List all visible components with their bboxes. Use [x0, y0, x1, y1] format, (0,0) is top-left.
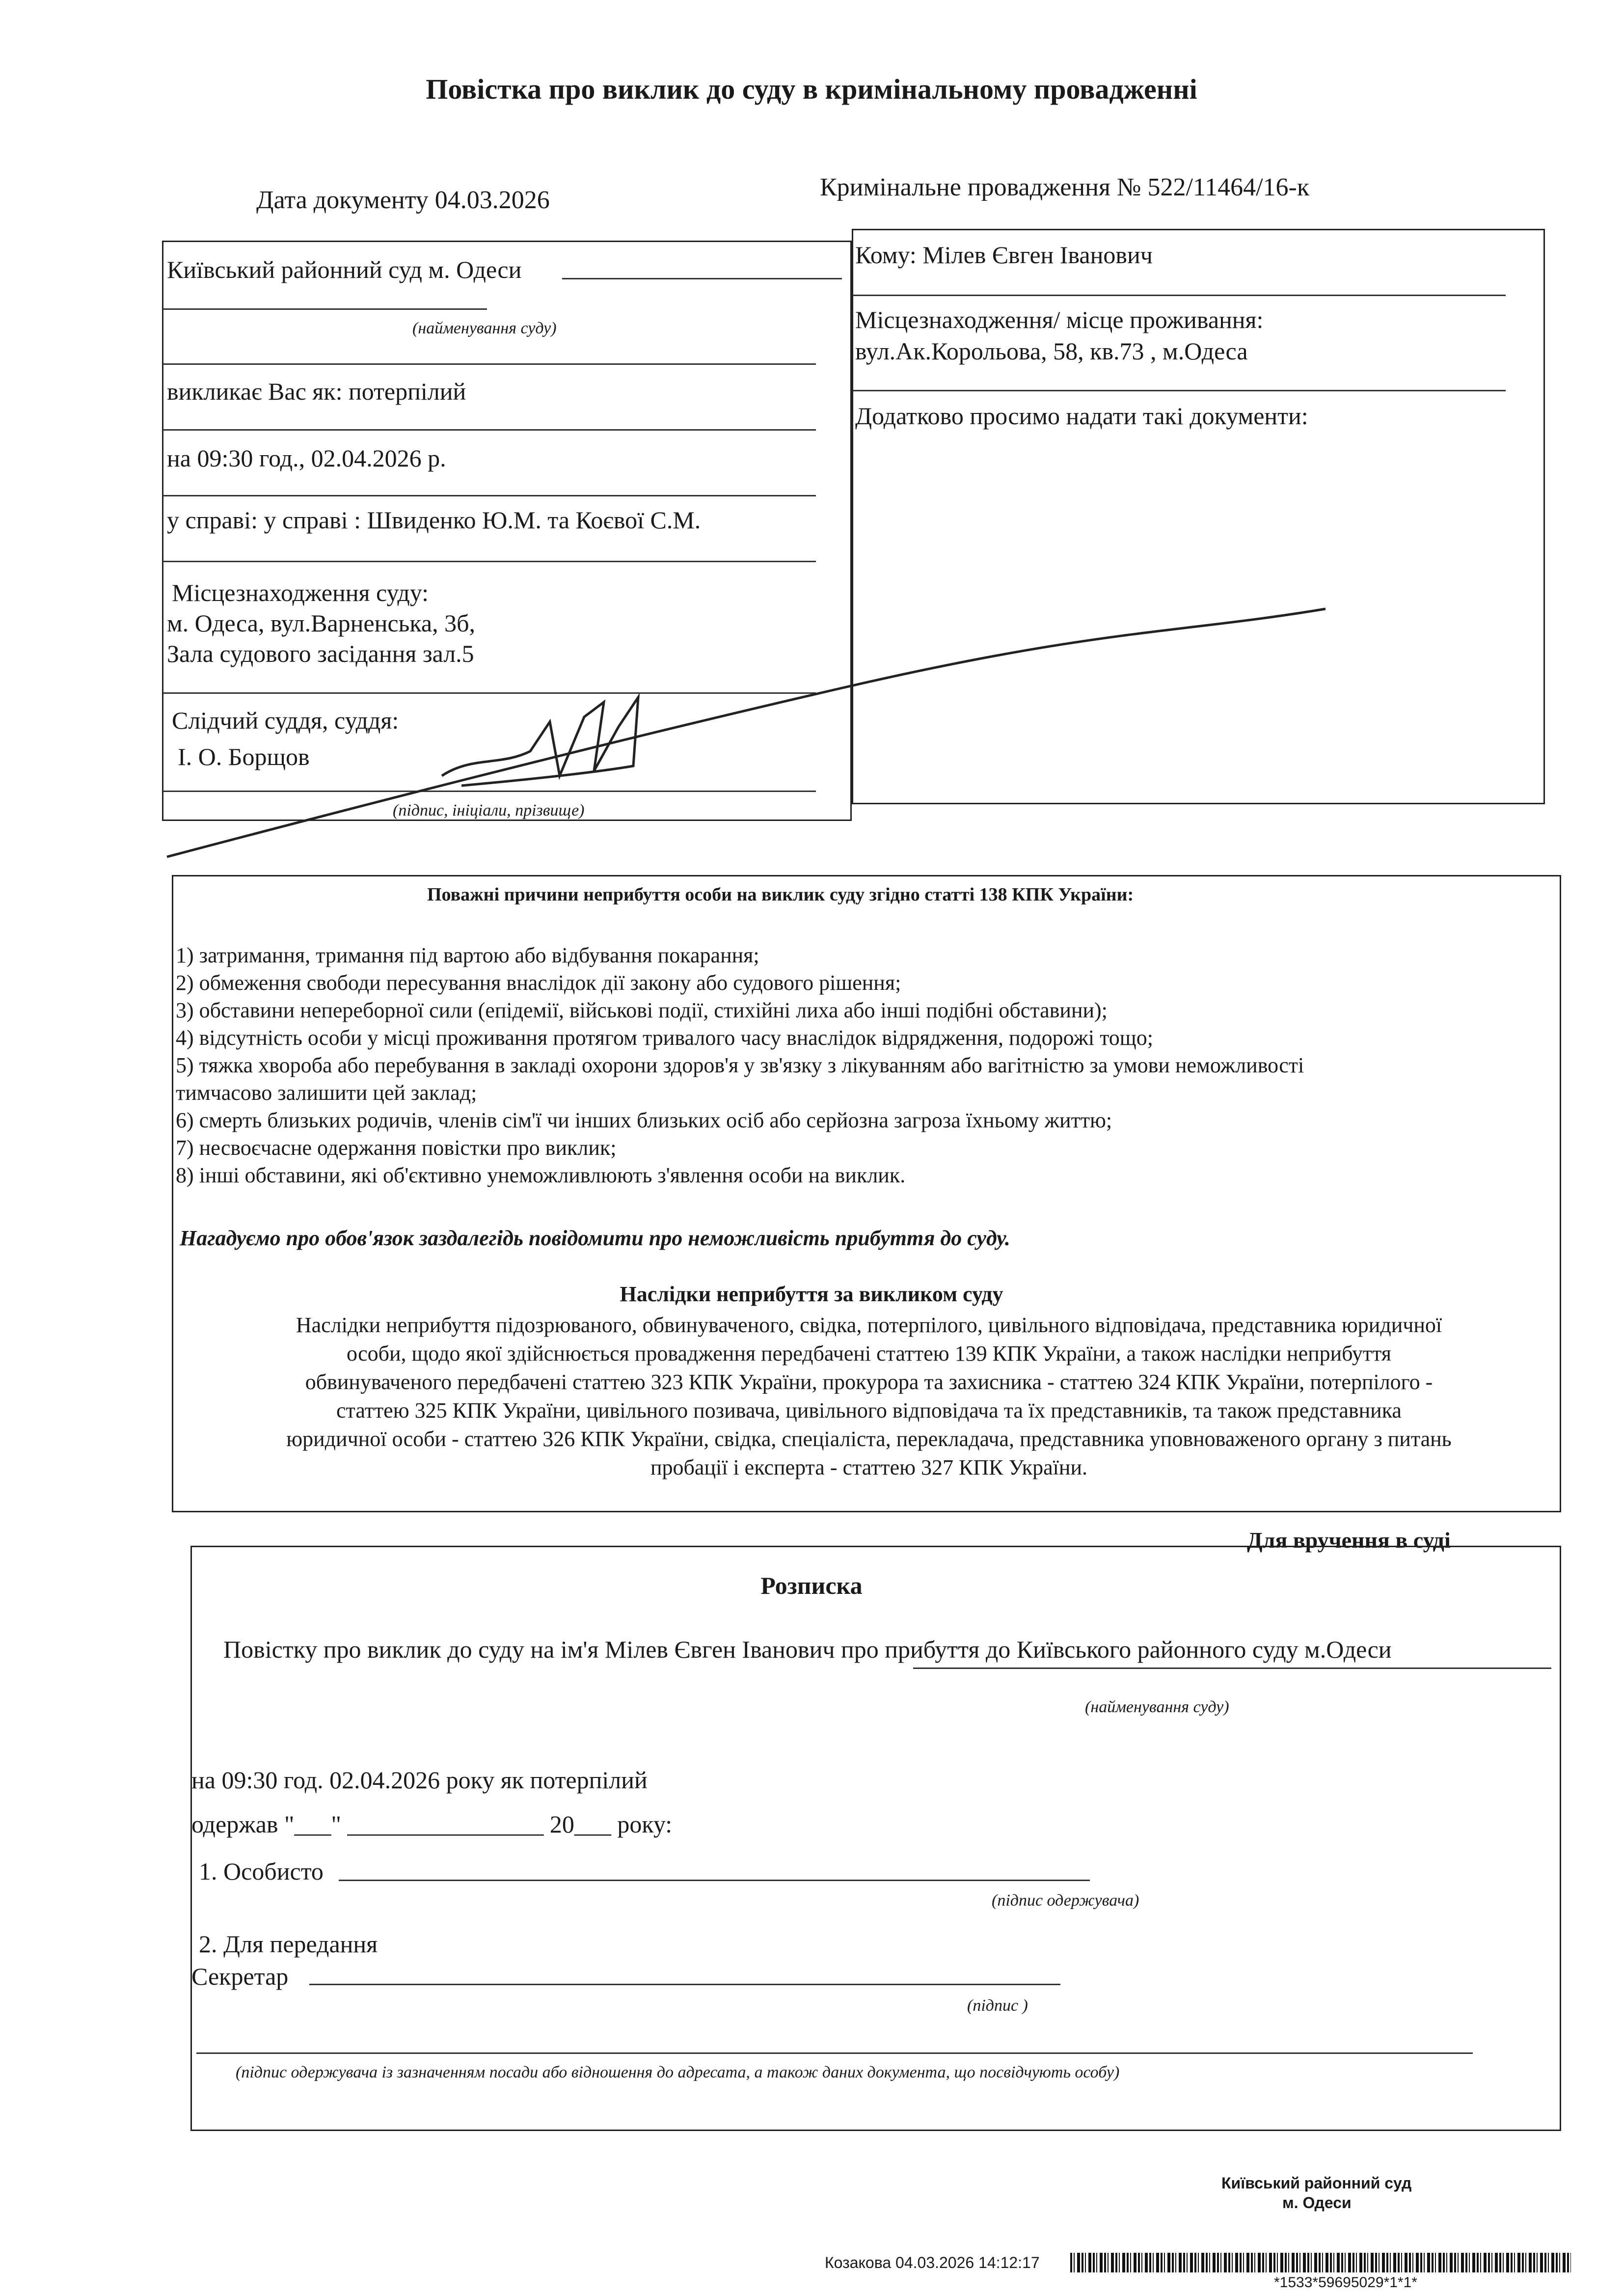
- judge-name: І. О. Борщов: [178, 743, 310, 770]
- court-name-hint: (найменування суду): [412, 319, 557, 337]
- courtroom: Зала судового засідання зал.5: [167, 640, 474, 667]
- court-location-label: Місцезнаходження суду:: [172, 579, 429, 606]
- court-address: м. Одеса, вул.Варненська, 3б,: [167, 609, 476, 637]
- list-item: 4) відсутність особи у місці проживання протягом тривалого часу внаслідок відрядження, подорожі тощо;: [176, 1026, 1153, 1050]
- judge-label: Слідчий суддя, суддя:: [172, 707, 399, 734]
- signature-hint: (підпис, ініціали, прізвище): [393, 801, 585, 820]
- barcode: [1070, 2253, 1571, 2272]
- receipt-court-hint: (найменування суду): [1085, 1698, 1229, 1716]
- list-item: 1) затримання, тримання під вартою або відбування покарання;: [176, 943, 759, 967]
- reasons-heading: Поважні причини неприбуття особи на виклик суду згідно статті 138 КПК України:: [427, 884, 1134, 905]
- stamp-court-line1: Київський районний суд: [1221, 2174, 1412, 2192]
- personally-label: 1. Особисто: [199, 1858, 324, 1885]
- extra-documents-label: Додатково просимо надати такі документи:: [855, 402, 1308, 430]
- case-number: Кримінальне провадження № 522/11464/16-к: [820, 173, 1310, 201]
- recipient-address: вул.Ак.Корольова, 58, кв.73 , м.Одеса: [855, 337, 1248, 365]
- received-date-line: одержав "___" ________________ 20___ року:: [191, 1810, 673, 1838]
- consequences-line: особи, щодо якої здійснюється провадження передбачені статтею 139 КПК України, а також наслідки неприбуття: [346, 1341, 1392, 1366]
- consequences-text: [187, 1311, 1551, 1482]
- reasons-list: [176, 942, 1550, 1189]
- list-item: 5) тяжка хвороба або перебування в закладі охорони здоров'я у зв'язку з лікуванням або вагітністю за умови неможливості: [176, 1053, 1304, 1077]
- list-item: 7) несвоєчасне одержання повістки про виклик;: [176, 1136, 617, 1160]
- consequences-line: статтею 325 КПК України, цивільного позивача, цивільного відповідача та їх представників, та також представника: [336, 1398, 1402, 1422]
- list-item: 8) інші обставини, які об'єктивно унеможливлюють з'явлення особи на виклик.: [176, 1163, 906, 1187]
- consequences-line: обвинуваченого передбачені статтею 323 КПК України, прокурора та захисника - статтею 324 КПК України, потерпілого -: [305, 1370, 1433, 1394]
- receipt-hearing-line: на 09:30 год. 02.04.2026 року як потерпілий: [191, 1766, 648, 1794]
- recipient-address-label: Місцезнаходження/ місце проживання:: [855, 306, 1264, 333]
- consequences-line: юридичної особи - статтею 326 КПК України, свідка, спеціаліста, перекладача, представника уповноваженого органу з питань: [286, 1427, 1452, 1451]
- reminder: Нагадуємо про обов'язок заздалегідь повідомити про неможливість прибуття до суду.: [180, 1226, 1010, 1250]
- for-court-delivery: Для вручення в суді: [1247, 1528, 1451, 1553]
- stamp-court-line2: м. Одеси: [1282, 2194, 1352, 2212]
- summons-role: викликає Вас як: потерпілий: [167, 378, 466, 405]
- recipient-name: Кому: Мілев Євген Іванович: [855, 241, 1153, 269]
- recipient-signature-hint: (підпис одержувача): [992, 1891, 1139, 1910]
- document-date: Дата документу 04.03.2026: [256, 186, 550, 214]
- clerk-timestamp: Козакова 04.03.2026 14:12:17: [825, 2254, 1040, 2271]
- list-item: 2) обмеження свободи пересування внаслідок дії закону або судового рішення;: [176, 971, 901, 995]
- consequences-line: пробації і експерта - статтею 327 КПК України.: [650, 1455, 1087, 1479]
- receipt-summons-line: Повістку про виклик до суду на ім'я Мілев Євген Іванович про прибуття до Київського районного суду м.Одеси: [223, 1636, 1392, 1663]
- page-title: Повістка про виклик до суду в кримінальному провадженні: [426, 73, 1197, 105]
- secretary-label: Секретар: [191, 1963, 289, 1990]
- court-name: Київський районний суд м. Одеси: [167, 256, 522, 283]
- receipt-box: [190, 1546, 1561, 2131]
- for-transfer-label: 2. Для передання: [199, 1930, 378, 1958]
- list-item: 3) обставини непереборної сили (епідемії, військові події, стихійні лиха або інші подібні обставини);: [176, 998, 1108, 1022]
- case-parties: у справі: у справі : Швиденко Ю.М. та Коєвої С.М.: [167, 506, 701, 534]
- barcode-text: *1533*59695029*1*1*: [1274, 2274, 1417, 2291]
- recipient-id-hint: (підпис одержувача із зазначенням посади або відношення до адресата, а також даних документа, що посвідчують особу): [236, 2063, 1120, 2081]
- hearing-time: на 09:30 год., 02.04.2026 р.: [167, 444, 446, 472]
- list-item: 6) смерть близьких родичів, членів сім'ї чи інших близьких осіб або серйозна загроза їхньому життю;: [176, 1108, 1112, 1132]
- list-item: тимчасово залишити цей заклад;: [176, 1081, 477, 1105]
- consequences-heading: Наслідки неприбуття за викликом суду: [620, 1282, 1003, 1306]
- receipt-title: Розписка: [760, 1572, 863, 1599]
- secretary-signature-hint: (підпис ): [967, 1996, 1028, 2015]
- consequences-line: Наслідки неприбуття підозрюваного, обвинуваченого, свідка, потерпілого, цивільного відповідача, представника юридичної: [296, 1313, 1442, 1337]
